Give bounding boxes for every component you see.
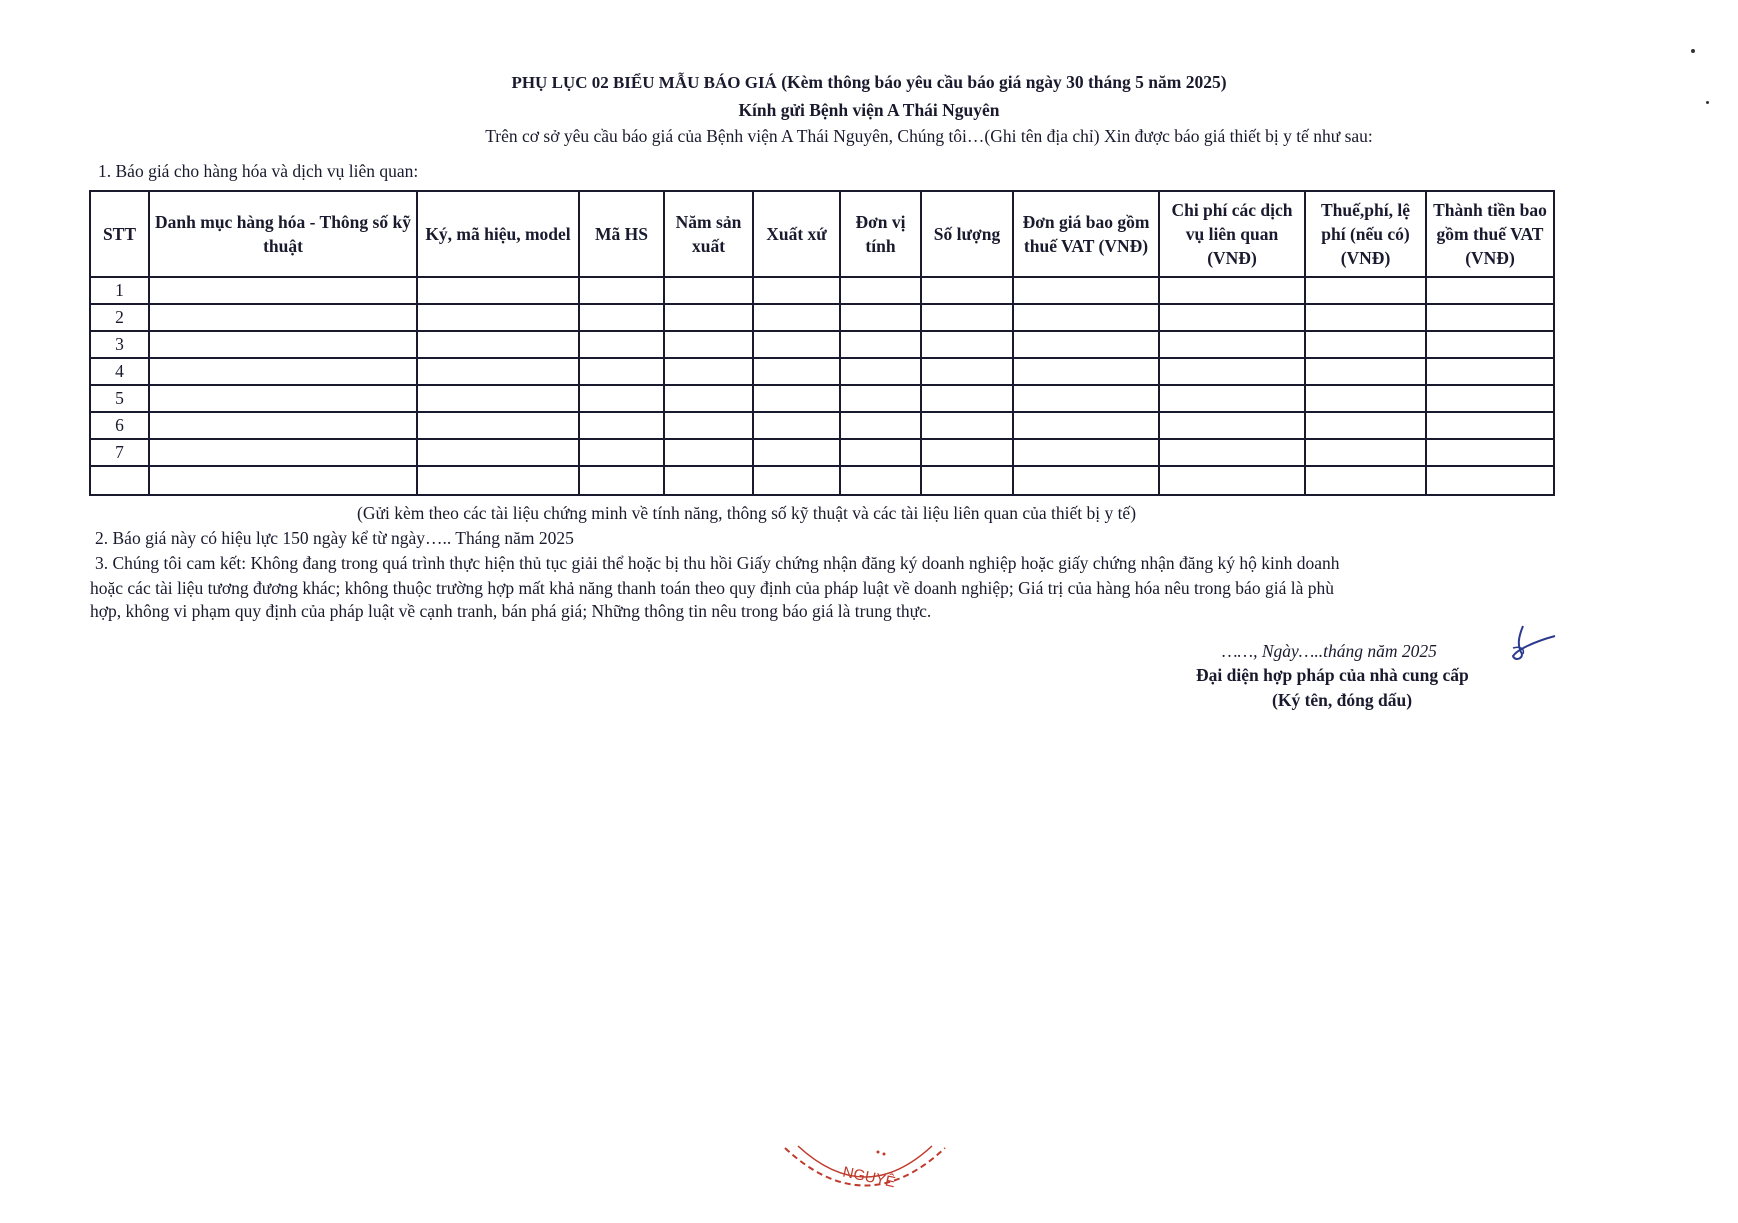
row-number-cell: 4	[90, 358, 149, 385]
empty-cell	[149, 304, 417, 331]
empty-cell	[1305, 331, 1426, 358]
empty-cell	[1305, 385, 1426, 412]
empty-cell	[753, 331, 840, 358]
empty-cell	[1426, 439, 1554, 466]
empty-cell	[417, 331, 579, 358]
signature-date-line: ……, Ngày…..tháng năm 2025	[1222, 641, 1437, 661]
empty-cell	[579, 331, 664, 358]
empty-cell	[149, 358, 417, 385]
empty-cell	[1426, 412, 1554, 439]
form-title-main: PHỤ LỤC 02 BIỂU MẪU BÁO GIÁ	[511, 73, 777, 92]
row-number-cell: 1	[90, 277, 149, 304]
section-3-commitment-line-2: hoặc các tài liệu tương đương khác; không thuộc trường hợp mất khả năng thanh toán theo quy định của pháp luật về doanh nghiệp; Giá trị của hàng hóa nêu trong báo giá là phù	[90, 578, 1334, 598]
empty-cell	[753, 304, 840, 331]
empty-cell	[149, 466, 417, 495]
empty-cell	[149, 412, 417, 439]
empty-cell	[1013, 277, 1159, 304]
empty-cell	[664, 466, 753, 495]
row-number-cell: 2	[90, 304, 149, 331]
empty-cell	[417, 412, 579, 439]
form-title	[0, 72, 1738, 93]
empty-cell	[921, 358, 1013, 385]
empty-cell	[753, 277, 840, 304]
empty-cell	[1305, 277, 1426, 304]
addressee-line: Kính gửi Bệnh viện A Thái Nguyên	[738, 100, 1000, 120]
empty-cell	[664, 277, 753, 304]
representative-label: Đại diện hợp pháp của nhà cung cấp	[1196, 665, 1469, 685]
empty-cell	[1426, 277, 1554, 304]
svg-text:NGUYÊ: NGUYÊ	[841, 1163, 897, 1192]
empty-cell	[579, 385, 664, 412]
empty-cell	[1013, 304, 1159, 331]
table-row	[90, 466, 1554, 495]
empty-cell	[840, 277, 921, 304]
empty-cell	[1013, 466, 1159, 495]
empty-cell	[579, 412, 664, 439]
table-row	[90, 358, 1554, 385]
empty-cell	[921, 304, 1013, 331]
col-header-origin: Xuất xứ	[753, 191, 840, 277]
empty-cell	[664, 385, 753, 412]
empty-cell	[1013, 331, 1159, 358]
empty-cell	[753, 358, 840, 385]
table-row	[90, 331, 1554, 358]
intro-line: Trên cơ sở yêu cầu báo giá của Bệnh viện A Thái Nguyên, Chúng tôi…(Ghi tên địa chỉ) Xin được báo giá thiết bị y tế như sau:	[485, 126, 1373, 146]
empty-cell	[1305, 304, 1426, 331]
empty-cell	[1159, 439, 1305, 466]
col-header-model: Ký, mã hiệu, model	[417, 191, 579, 277]
form-title-sub: (Kèm thông báo yêu cầu báo giá ngày 30 tháng 5 năm 2025)	[776, 72, 1227, 92]
table-body	[90, 277, 1554, 495]
empty-cell	[579, 466, 664, 495]
empty-cell	[1305, 466, 1426, 495]
empty-cell	[149, 439, 417, 466]
empty-cell	[840, 304, 921, 331]
empty-cell	[1159, 304, 1305, 331]
empty-cell	[1426, 331, 1554, 358]
empty-cell	[921, 439, 1013, 466]
table-row	[90, 385, 1554, 412]
empty-cell	[1305, 412, 1426, 439]
empty-cell	[1426, 466, 1554, 495]
scan-speck	[1706, 101, 1709, 104]
empty-cell	[149, 277, 417, 304]
empty-cell	[1013, 385, 1159, 412]
empty-cell	[1159, 358, 1305, 385]
empty-cell	[1305, 439, 1426, 466]
attachment-note: (Gửi kèm theo các tài liệu chứng minh về tính năng, thông số kỹ thuật và các tài liệu liên quan của thiết bị y tế)	[357, 503, 1137, 523]
empty-cell	[1426, 358, 1554, 385]
empty-cell	[1013, 439, 1159, 466]
sign-stamp-instruction: (Ký tên, đóng dấu)	[1272, 690, 1413, 710]
empty-cell	[921, 412, 1013, 439]
empty-cell	[753, 385, 840, 412]
table-row	[90, 304, 1554, 331]
table-row	[90, 412, 1554, 439]
empty-cell	[1159, 466, 1305, 495]
scan-speck	[1691, 49, 1695, 53]
empty-cell	[417, 466, 579, 495]
quotation-table	[89, 190, 1555, 496]
row-number-cell: 6	[90, 412, 149, 439]
col-header-item-specs: Danh mục hàng hóa - Thông số kỹ thuật	[149, 191, 417, 277]
empty-cell	[921, 385, 1013, 412]
empty-cell	[417, 277, 579, 304]
empty-cell	[579, 439, 664, 466]
empty-cell	[417, 439, 579, 466]
empty-cell	[840, 466, 921, 495]
empty-cell	[149, 385, 417, 412]
table-header-row	[90, 191, 1554, 277]
row-number-cell: 5	[90, 385, 149, 412]
empty-cell	[753, 439, 840, 466]
empty-cell	[1426, 304, 1554, 331]
section-3-commitment-line-1: 3. Chúng tôi cam kết: Không đang trong quá trình thực hiện thủ tục giải thể hoặc bị thu hồi Giấy chứng nhận đăng ký doanh nghiệp hoặc giấy chứng nhận đăng ký hộ kinh doanh	[95, 553, 1340, 573]
empty-cell	[664, 412, 753, 439]
empty-cell	[1426, 385, 1554, 412]
col-header-quantity: Số lượng	[921, 191, 1013, 277]
col-header-tax-fee: Thuế,phí, lệ phí (nếu có)(VNĐ)	[1305, 191, 1426, 277]
empty-cell	[664, 331, 753, 358]
empty-cell	[840, 331, 921, 358]
empty-cell	[1159, 385, 1305, 412]
empty-cell	[1159, 277, 1305, 304]
empty-cell	[753, 466, 840, 495]
empty-cell	[417, 358, 579, 385]
table-row	[90, 439, 1554, 466]
row-number-cell	[90, 466, 149, 495]
table-row	[90, 277, 1554, 304]
section-1-heading: 1. Báo giá cho hàng hóa và dịch vụ liên quan:	[98, 161, 419, 181]
section-3-commitment-line-3: hợp, không vi phạm quy định của pháp luật về cạnh tranh, bán phá giá; Những thông tin nêu trong báo giá là trung thực.	[90, 601, 932, 621]
col-header-unit-price: Đơn giá bao gồm thuế VAT (VNĐ)	[1013, 191, 1159, 277]
empty-cell	[1305, 358, 1426, 385]
empty-cell	[1159, 331, 1305, 358]
company-stamp-fragment	[780, 1138, 950, 1223]
empty-cell	[1159, 412, 1305, 439]
col-header-service-cost: Chi phí các dịch vụ liên quan (VNĐ)	[1159, 191, 1305, 277]
col-header-total: Thành tiền bao gồm thuế VAT (VNĐ)	[1426, 191, 1554, 277]
empty-cell	[664, 439, 753, 466]
empty-cell	[149, 331, 417, 358]
empty-cell	[840, 439, 921, 466]
col-header-year: Năm sản xuất	[664, 191, 753, 277]
empty-cell	[1013, 412, 1159, 439]
empty-cell	[417, 385, 579, 412]
empty-cell	[664, 358, 753, 385]
empty-cell	[921, 331, 1013, 358]
empty-cell	[664, 304, 753, 331]
empty-cell	[840, 358, 921, 385]
empty-cell	[1013, 358, 1159, 385]
empty-cell	[840, 385, 921, 412]
col-header-unit: Đơn vị tính	[840, 191, 921, 277]
empty-cell	[921, 277, 1013, 304]
empty-cell	[579, 304, 664, 331]
empty-cell	[417, 304, 579, 331]
empty-cell	[840, 412, 921, 439]
col-header-hs-code: Mã HS	[579, 191, 664, 277]
empty-cell	[579, 358, 664, 385]
section-2-validity: 2. Báo giá này có hiệu lực 150 ngày kể từ ngày….. Tháng năm 2025	[95, 528, 574, 548]
empty-cell	[579, 277, 664, 304]
row-number-cell: 7	[90, 439, 149, 466]
empty-cell	[753, 412, 840, 439]
handwritten-signature	[1505, 618, 1565, 668]
empty-cell	[921, 466, 1013, 495]
col-header-stt: STT	[90, 191, 149, 277]
row-number-cell: 3	[90, 331, 149, 358]
